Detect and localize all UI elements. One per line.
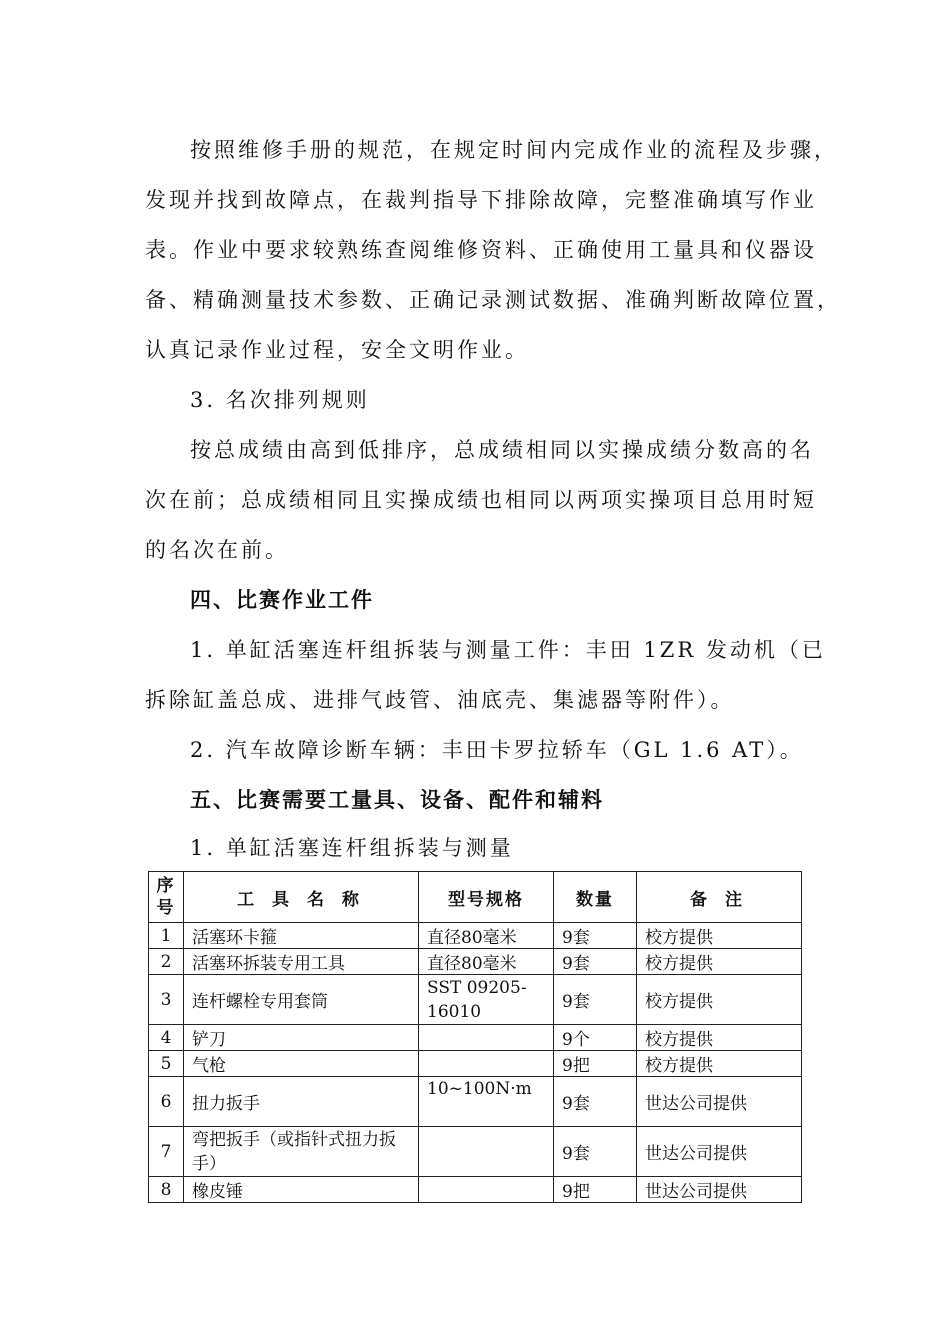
cell-tool-name: 弯把扳手（或指针式扭力扳手） (184, 1127, 419, 1177)
subsection-heading: 1. 单缸活塞连杆组拆装与测量 (190, 836, 514, 860)
paragraph-line: 的名次在前。 (145, 538, 289, 562)
table-row (149, 1077, 802, 1127)
paragraph-line: 2. 汽车故障诊断车辆：丰田卡罗拉轿车（GL 1.6 AT）。 (190, 738, 804, 762)
cell-spec: SST 09205-16010 (419, 975, 554, 1025)
cell-remarks: 校方提供 (637, 923, 802, 949)
paragraph-line: 按总成绩由高到低排序，总成绩相同以实操成绩分数高的名 (190, 438, 814, 462)
cell-quantity: 9套 (554, 949, 637, 975)
cell-quantity: 9套 (554, 975, 637, 1025)
paragraph-line: 次在前；总成绩相同且实操成绩也相同以两项实操项目总用时短 (145, 488, 817, 512)
cell-spec (419, 1177, 554, 1203)
cell-remarks: 校方提供 (637, 1025, 802, 1051)
paragraph-line: 表。作业中要求较熟练查阅维修资料、正确使用工量具和仪器设 (145, 238, 817, 262)
table-row (149, 923, 802, 949)
cell-tool-name: 铲刀 (184, 1025, 419, 1051)
cell-quantity: 9把 (554, 1177, 637, 1203)
cell-spec (419, 1127, 554, 1177)
cell-spec (419, 1051, 554, 1077)
cell-tool-name: 活塞环拆装专用工具 (184, 949, 419, 975)
cell-quantity: 9套 (554, 923, 637, 949)
cell-spec: 直径80毫米 (419, 923, 554, 949)
section-heading-ranking: 3. 名次排列规则 (190, 388, 370, 412)
table-row (149, 949, 802, 975)
header-spec: 型号规格 (419, 872, 554, 923)
cell-remarks: 世达公司提供 (637, 1077, 802, 1127)
cell-tool-name: 活塞环卡箍 (184, 923, 419, 949)
cell-tool-name: 扭力扳手 (184, 1077, 419, 1127)
cell-quantity: 9把 (554, 1051, 637, 1077)
paragraph-line: 备、精确测量技术参数、正确记录测试数据、准确判断故障位置， (145, 288, 841, 312)
paragraph-line: 发现并找到故障点，在裁判指导下排除故障，完整准确填写作业 (145, 188, 817, 212)
cell-tool-name: 气枪 (184, 1051, 419, 1077)
paragraph-line: 认真记录作业过程，安全文明作业。 (145, 338, 529, 362)
paragraph-line: 1. 单缸活塞连杆组拆装与测量工件：丰田 1ZR 发动机（已 (190, 638, 826, 662)
tools-table (148, 871, 802, 1203)
cell-spec: 直径80毫米 (419, 949, 554, 975)
header-tool-name: 工 具 名 称 (184, 872, 419, 923)
cell-tool-name: 橡皮锤 (184, 1177, 419, 1203)
paragraph-line: 按照维修手册的规范，在规定时间内完成作业的流程及步骤， (190, 138, 838, 162)
cell-index: 7 (149, 1127, 184, 1177)
cell-tool-name: 连杆螺栓专用套筒 (184, 975, 419, 1025)
cell-index: 4 (149, 1025, 184, 1051)
cell-remarks: 校方提供 (637, 1051, 802, 1077)
paragraph-line: 拆除缸盖总成、进排气歧管、油底壳、集滤器等附件）。 (145, 688, 735, 712)
cell-remarks: 校方提供 (637, 949, 802, 975)
table-row (149, 1025, 802, 1051)
cell-remarks: 世达公司提供 (637, 1127, 802, 1177)
cell-quantity: 9套 (554, 1077, 637, 1127)
cell-index: 2 (149, 949, 184, 975)
table-row (149, 975, 802, 1025)
section-heading-workpieces: 四、比赛作业工件 (190, 587, 374, 612)
cell-remarks: 校方提供 (637, 975, 802, 1025)
cell-spec: 10~100N·m (419, 1077, 554, 1127)
table-header-row (149, 872, 802, 923)
section-heading-tools: 五、比赛需要工量具、设备、配件和辅料 (190, 787, 604, 812)
cell-quantity: 9个 (554, 1025, 637, 1051)
cell-quantity: 9套 (554, 1127, 637, 1177)
cell-index: 6 (149, 1077, 184, 1127)
cell-index: 8 (149, 1177, 184, 1203)
cell-index: 1 (149, 923, 184, 949)
cell-index: 5 (149, 1051, 184, 1077)
cell-index: 3 (149, 975, 184, 1025)
header-index: 序号 (149, 872, 184, 923)
cell-remarks: 世达公司提供 (637, 1177, 802, 1203)
header-remarks: 备 注 (637, 872, 802, 923)
table-row (149, 1127, 802, 1177)
table-row (149, 1177, 802, 1203)
header-quantity: 数量 (554, 872, 637, 923)
table-row (149, 1051, 802, 1077)
cell-spec (419, 1025, 554, 1051)
